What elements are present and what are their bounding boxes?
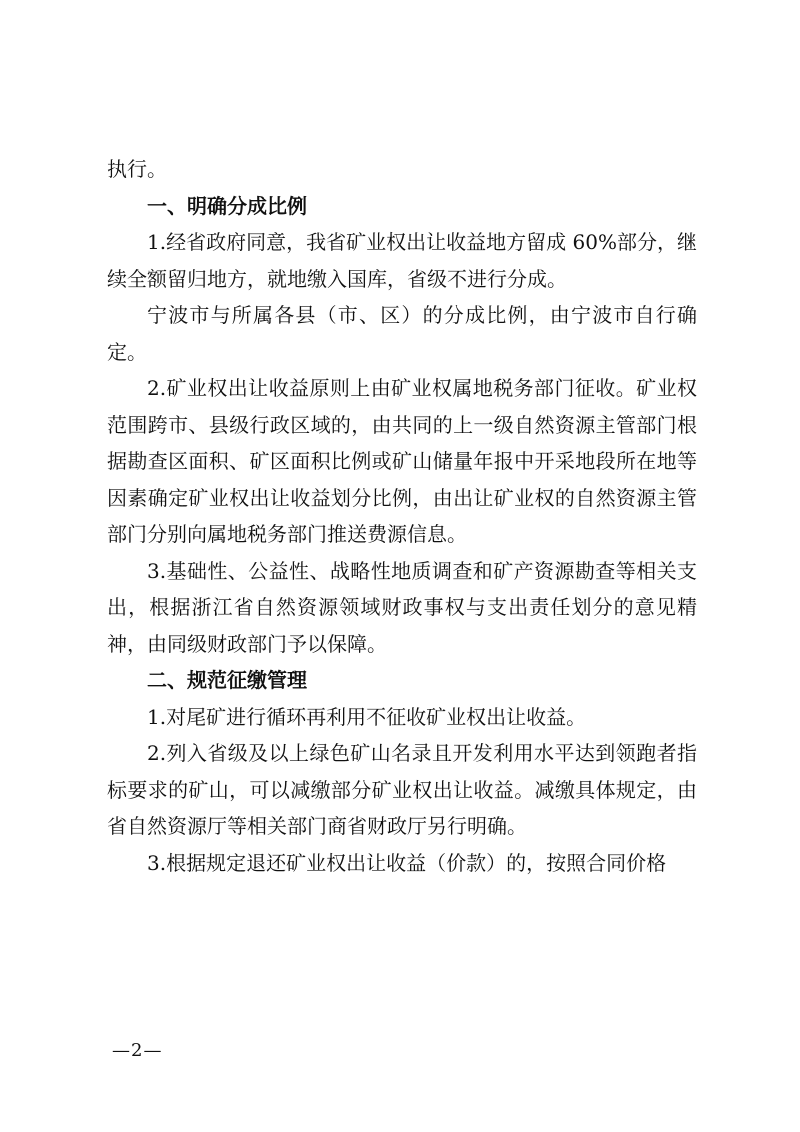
paragraph-2-3: 3.根据规定退还矿业权出让收益（价款）的，按照合同价格 [147,850,667,875]
page-number: —2— [112,1040,163,1061]
paragraph-1-2: 2.矿业权出让收益原则上由矿业权属地税务部门征收。矿业权范围跨市、县级行政区域的，由共同的上一级自然资源主管部门根据勘查区面积、矿区面积比例或矿山储量年报中开采地段所在地等因素确定矿业权出让收益划分比例，由出让矿业权的自然资源主管部门分别向属地税务部门推送费源信息。 [107,376,697,546]
section-heading-1: 一、明确分成比例 [147,193,307,218]
document-body [107,151,697,881]
continuation-text: 执行。 [107,157,167,181]
paragraph-ningbo: 宁波市与所属各县（市、区）的分成比例，由宁波市自行确定。 [107,303,697,364]
section-heading-2: 二、规范征缴管理 [147,668,307,692]
paragraph-1-1: 1.经省政府同意，我省矿业权出让收益地方留成 60%部分，继续全额留归地方，就地缴入国库，省级不进行分成。 [107,230,697,291]
paragraph-2-1: 1.对尾矿进行循环再利用不征收矿业权出让收益。 [147,704,587,729]
paragraph-2-2: 2.列入省级及以上绿色矿山名录且开发利用水平达到领跑者指标要求的矿山，可以减缴部分矿业权出让收益。减缴具体规定，由省自然资源厅等相关部门商省财政厅另行明确。 [107,741,697,838]
paragraph-1-3: 3.基础性、公益性、战略性地质调查和矿产资源勘查等相关支出，根据浙江省自然资源领域财政事权与支出责任划分的意见精神，由同级财政部门予以保障。 [107,558,697,656]
